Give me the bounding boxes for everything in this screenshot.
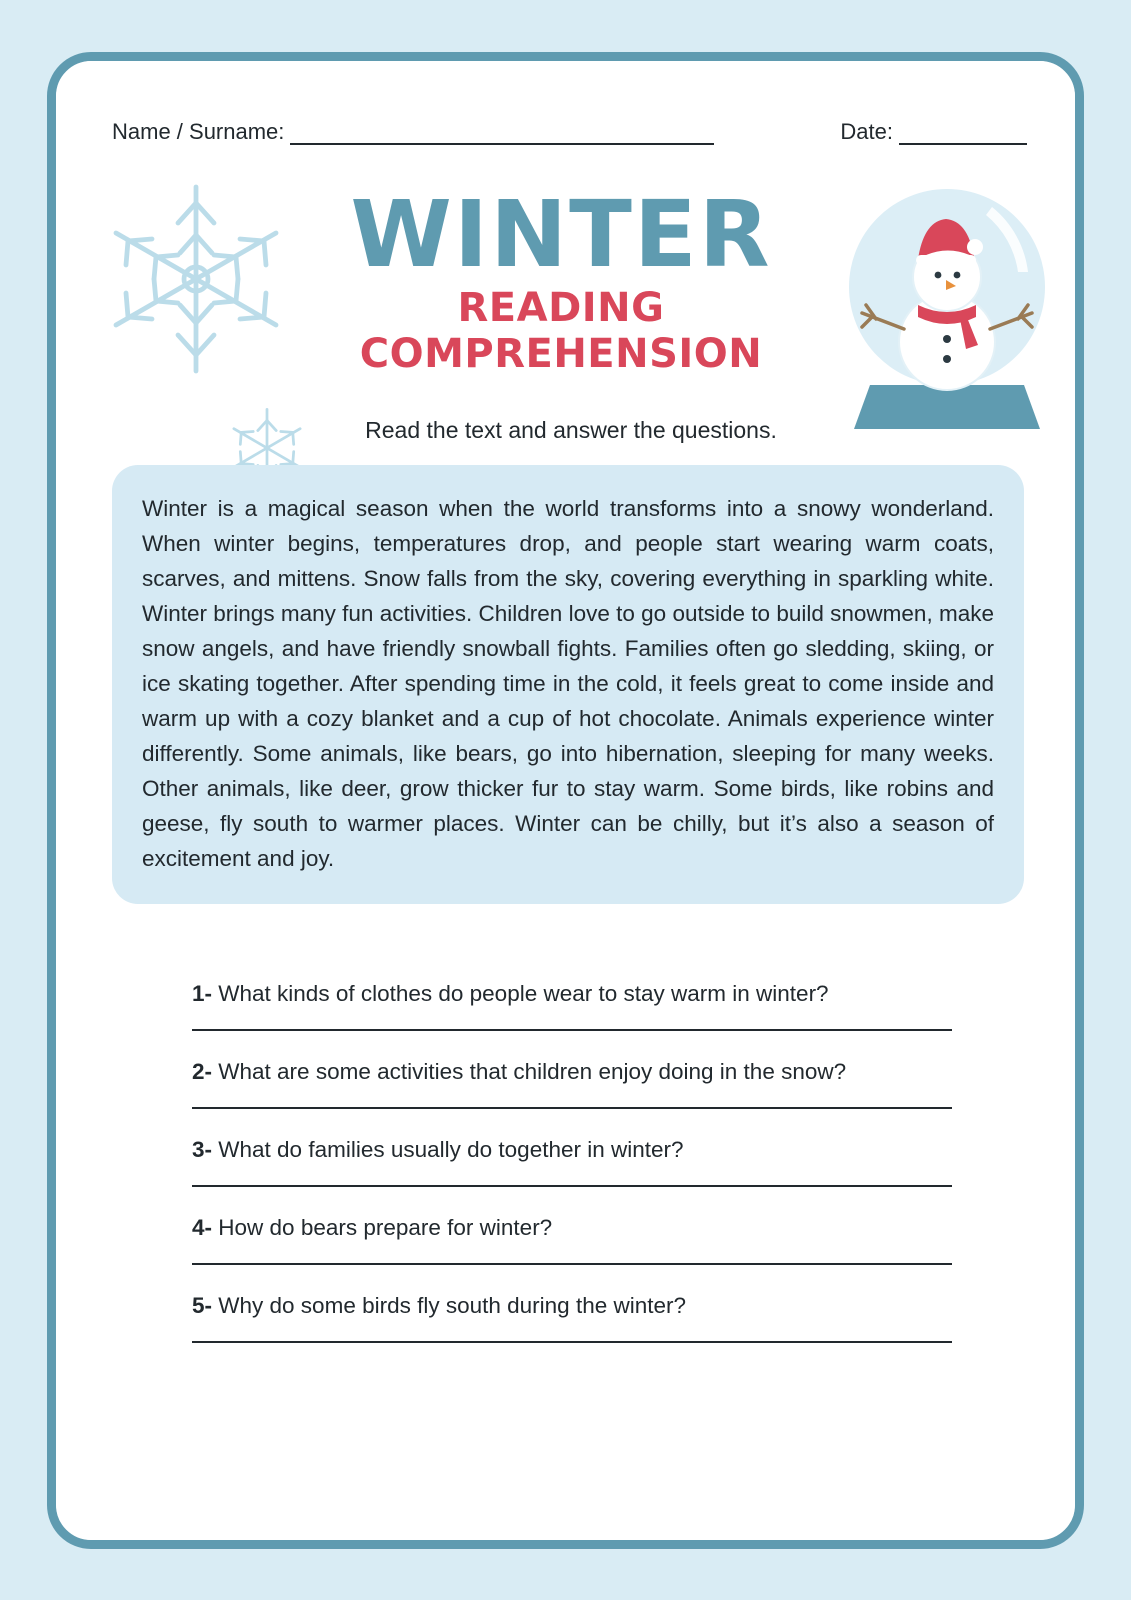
answer-line[interactable] (192, 1107, 952, 1109)
reading-passage (112, 465, 1024, 904)
passage-text: Winter is a magical season when the world transforms into a snowy wonderland. When winter begins, temperatures drop, and people start wearing warm coats, scarves, and mittens. Snow falls from the sky, covering everything in sparkling white. Winter brings many fun activities. Children love to go outside to build snowmen, make snow angels, and have friendly snowball fights. Families often go sledding, skiing, or ice skating together. After spending time in the cold, it feels great to come inside and warm up with a cozy blanket and a cup of hot chocolate. Animals experience winter differently. Some animals, like bears, go into hibernation, sleeping for many weeks. Other animals, like deer, grow thicker fur to stay warm. Some birds, like robins and geese, fly south to warmer places. Winter can be chilly, but it’s also a season of excitement and joy. (142, 496, 994, 871)
page-subtitle: READING COMPREHENSION (359, 285, 763, 377)
answer-line[interactable] (192, 1341, 952, 1343)
questions-list (112, 981, 1032, 1371)
question-body: What do families usually do together in winter? (218, 1137, 684, 1162)
question-body: What kinds of clothes do people wear to stay warm in winter? (218, 981, 829, 1006)
answer-line[interactable] (192, 1263, 952, 1265)
question-number: 2- (192, 1059, 213, 1084)
answer-line[interactable] (192, 1029, 952, 1031)
question-text (192, 1059, 1032, 1085)
question-item (112, 1059, 1032, 1085)
name-label: Name / Surname: (112, 119, 285, 144)
worksheet-page (47, 52, 1084, 1549)
student-info-row (112, 111, 1027, 145)
question-number: 4- (192, 1215, 213, 1240)
date-input-line[interactable] (899, 123, 1027, 145)
question-item (112, 1215, 1032, 1241)
question-text (192, 1293, 1032, 1319)
snow-globe-snowman-icon (842, 167, 1057, 437)
question-text (192, 1137, 1032, 1163)
worksheet-sheet (56, 61, 1075, 1540)
question-number: 5- (192, 1293, 213, 1318)
page-title: WINTER (350, 181, 772, 288)
question-text (192, 981, 1032, 1007)
question-item (112, 981, 1032, 1007)
question-item (112, 1137, 1032, 1163)
name-input-line[interactable] (290, 123, 714, 145)
question-body: How do bears prepare for winter? (218, 1215, 553, 1240)
question-item (112, 1293, 1032, 1319)
question-number: 3- (192, 1137, 213, 1162)
answer-line[interactable] (192, 1185, 952, 1187)
question-number: 1- (192, 981, 213, 1006)
question-body: What are some activities that children enjoy doing in the snow? (218, 1059, 847, 1084)
date-label: Date: (840, 119, 893, 144)
question-text (192, 1215, 1032, 1241)
instruction-text: Read the text and answer the questions. (365, 417, 777, 443)
snowflake-icon (96, 179, 296, 379)
title-block (291, 181, 831, 377)
worksheet-header (56, 157, 1075, 457)
question-body: Why do some birds fly south during the winter? (218, 1293, 687, 1318)
